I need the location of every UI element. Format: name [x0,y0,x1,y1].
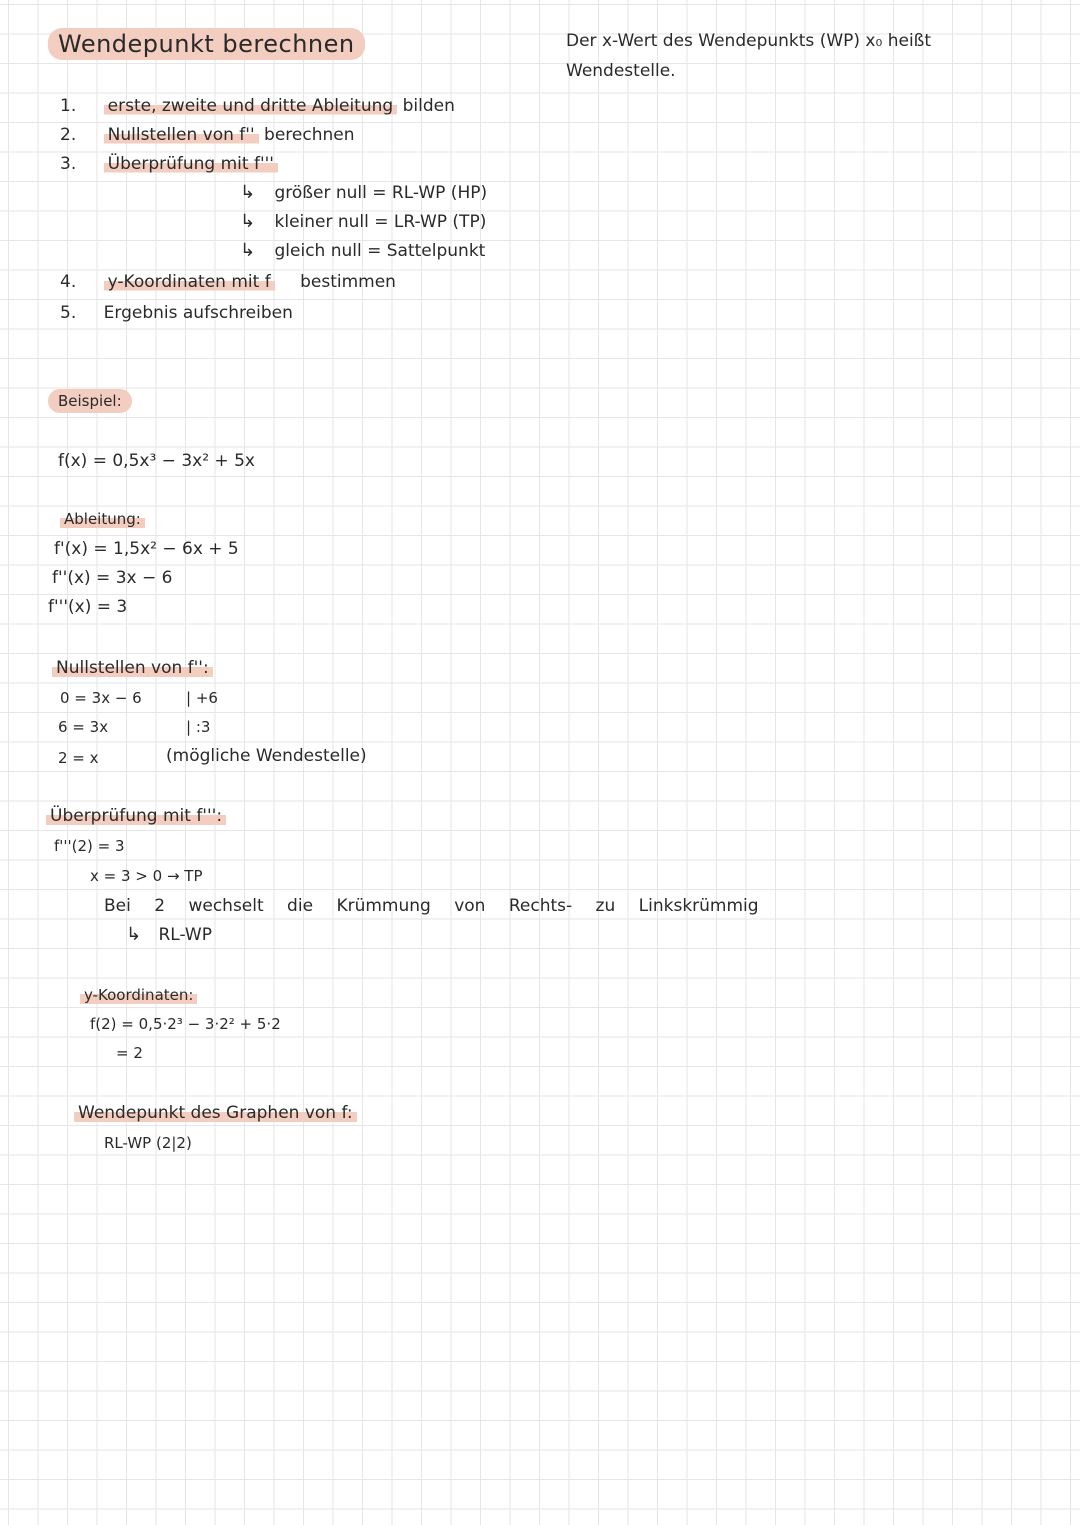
case-less [240,211,486,233]
step-4 [60,271,396,293]
step-text: Ergebnis aufschreiben [103,303,293,323]
conclusion-arrow-icon: ↳ [126,924,142,945]
step-highlight: Überprüfung mit f''' [104,154,278,174]
derivative-3: f'''(x) = 3 [48,597,128,617]
step-number: 2. [60,125,77,145]
step-highlight: y-Koordinaten mit f [104,272,275,292]
case-text: gleich null = Sattelpunkt [274,241,486,261]
step-number: 5. [60,303,77,323]
zeros-row-2-right: | :3 [186,718,211,736]
zeros-row-1-right: | +6 [186,689,218,707]
step-number: 4. [60,272,77,292]
check-conclusion: RL-WP [158,925,212,945]
derivatives-label: Ableitung: [60,508,145,530]
step-highlight: erste, zweite und dritte Ableitung [104,96,398,116]
check-note: Bei 2 wechselt die Krümmung von Rechts- zu Linkskrümmig [104,896,759,916]
zeros-row-3-left: 2 = x [58,749,99,767]
case-equal [240,240,485,262]
zeros-row-2-left: 6 = 3x [58,718,109,736]
result-label: Wendepunkt des Graphen von f: [74,1102,357,1124]
case-arrow-icon: ↳ [240,211,256,232]
case-arrow-icon: ↳ [240,240,256,261]
case-arrow-icon: ↳ [240,182,256,203]
check-line: f'''(2) = 3 [54,837,125,855]
y-result: = 2 [116,1044,143,1062]
step-5 [60,302,293,324]
case-text: kleiner null = LR-WP (TP) [274,212,487,232]
step-text: berechnen [264,125,355,145]
step-text: bilden [402,96,455,116]
zeros-label: Nullstellen von f'': [52,657,213,679]
derivative-2: f''(x) = 3x − 6 [52,568,173,588]
example-function: f(x) = 0,5x³ − 3x² + 5x [58,451,255,471]
example-label: Beispiel: [48,389,132,413]
check-result: x = 3 > 0 → TP [90,867,203,885]
y-coordinates-label: y-Koordinaten: [80,984,197,1006]
step-1 [60,95,455,117]
step-number: 3. [60,154,77,174]
page-title: Wendepunkt berechnen [48,28,365,60]
definition-line-1: Der x-Wert des Wendepunkts (WP) x₀ heißt [566,31,932,51]
result-value: RL-WP (2|2) [104,1134,192,1152]
case-text: größer null = RL-WP (HP) [274,183,488,203]
zeros-row-3-note: (mögliche Wendestelle) [166,746,367,766]
case-greater [240,182,487,204]
step-3 [60,153,278,175]
zeros-row-1-left: 0 = 3x − 6 [60,689,142,707]
definition-line-2: Wendestelle. [566,61,676,81]
step-highlight: Nullstellen von f'' [104,125,259,145]
step-text: bestimmen [300,272,396,292]
check-label: Überprüfung mit f''': [46,805,226,827]
step-number: 1. [60,96,77,116]
check-conclusion-row [126,924,212,946]
derivative-1: f'(x) = 1,5x² − 6x + 5 [54,539,239,559]
y-calculation: f(2) = 0,5·2³ − 3·2² + 5·2 [90,1015,281,1033]
step-2 [60,124,355,146]
